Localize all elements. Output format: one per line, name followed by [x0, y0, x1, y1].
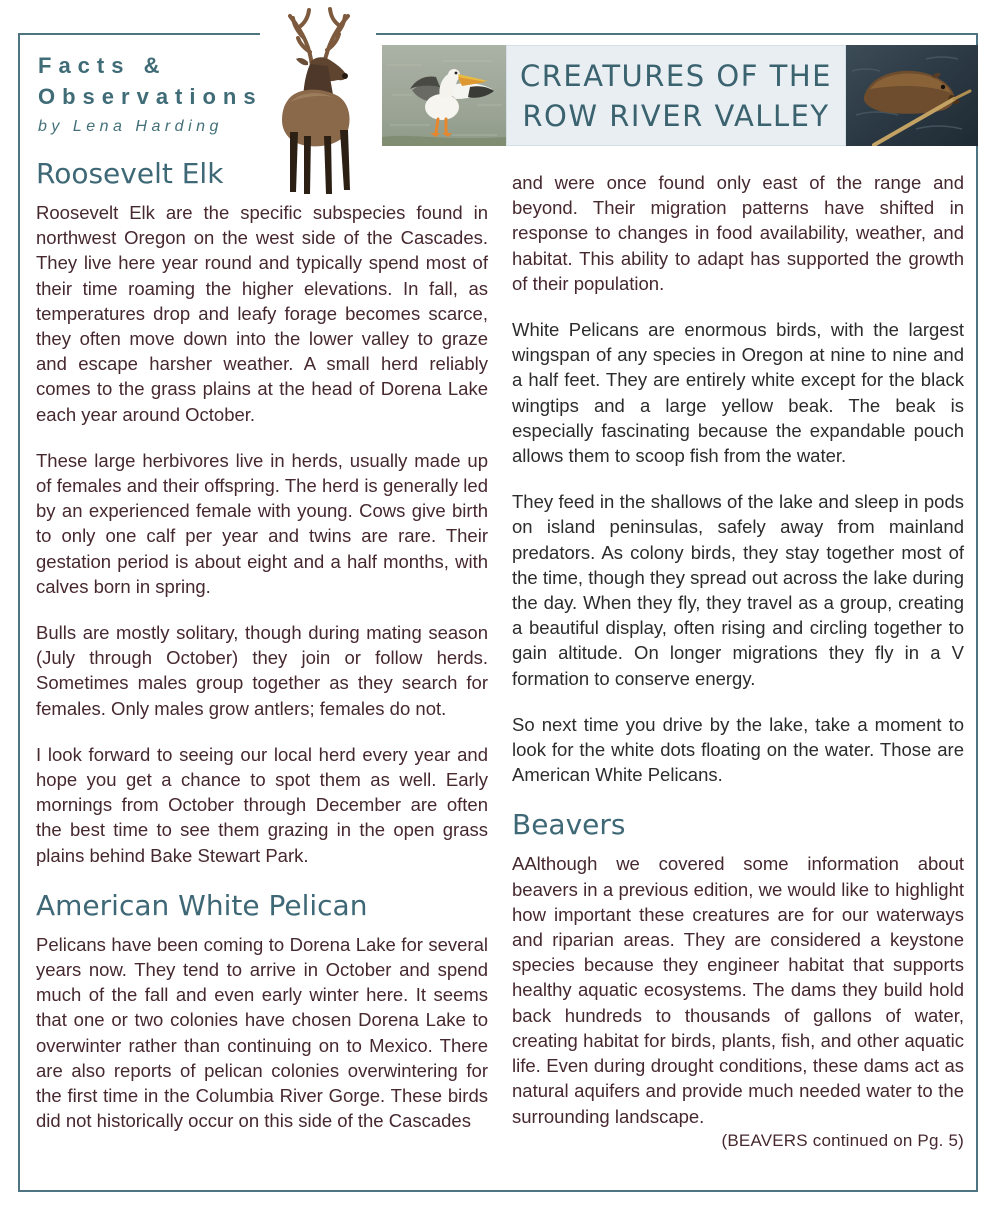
paragraph-elk-1: Roosevelt Elk are the specific subspecies found in northwest Oregon on the west side of the Cascades. They live here year round and typically spend most of their time roaming the higher elevations. In fall, as temperatures drop and leafy forage becomes scarce, they often move down into the lower valley to graze and escape harsher weather. A small herd reliably comes to the grass plains at the head of Dorena Lake each year around October.: [36, 202, 488, 425]
paragraph-pelican-2: White Pelicans are enormous birds, with the largest wingspan of any species in Oregon at nine to nine and a half feet. They are entirely white except for the black wingtips and a large yellow beak. The beak is especially fascinating because the expandable pouch allows them to scoop fish from the water.: [512, 319, 964, 467]
banner-title-line2: ROW RIVER VALLEY: [522, 98, 830, 133]
paragraph-beavers-1: AAlthough we covered some information about beavers in a previous edition, we would like to highlight how important these creatures are for our waterways and riparian areas. They are considered a keystone species because they engineer habitat that supports healthy aquatic ecosystems. The dams they build hold back hundreds to thousands of gallons of water, creating habitat for birds, plants, fish, and other aquatic life. Even during drought conditions, these dams act as natural aquifers and provide much needed water to the surrounding landscape.: [512, 853, 964, 1127]
paragraph-pelican-intro: Pelicans have been coming to Dorena Lake for several years now. They tend to arrive in October and spend much of the fall and even early winter here. It seems that one or two colonies have chosen Dorena Lake to overwinter rather than continuing on to Mexico. There are also reports of pelican colonies overwintering for the first time in the Columbia River Gorge. These birds did not historically occur on this side of the Cascades: [36, 933, 488, 1132]
paragraph-pelican-continued: and were once found only east of the range and beyond. Their migration patterns have shifted in response to changes in food availability, weather, and habitat. This ability to adapt has supported the growth of their population.: [512, 172, 964, 294]
article-column-right: [512, 170, 964, 1151]
paragraph-elk-4: I look forward to seeing our local herd every year and hope you get a chance to spot them as well. Early mornings from October through December are often the best time to see them grazing in the open grass plains behind Bake Stewart Park.: [36, 743, 488, 866]
masthead: [38, 50, 263, 136]
beaver-photo: [846, 45, 978, 146]
masthead-title-line1: Facts &: [38, 53, 167, 78]
section-heading-american-white-pelican: American White Pelican: [36, 888, 368, 922]
paragraph-elk-2: These large herbivores live in herds, usually made up of females and their offspring. The herd is generally led by an experienced female with young. Cows give birth to only one calf per year and twins are rare. Their gestation period is about eight and a half months, with calves born in spring.: [36, 449, 488, 597]
banner-title-line1: CREATURES OF THE: [520, 58, 832, 93]
masthead-title-line2: Observations: [38, 84, 263, 109]
section-heading-beavers: Beavers: [512, 808, 626, 842]
newsletter-banner: [506, 45, 846, 146]
section-heading-roosevelt-elk: Roosevelt Elk: [36, 157, 224, 190]
paragraph-pelican-4: So next time you drive by the lake, take a moment to look for the white dots floating on the water. Those are American White Pelicans.: [512, 713, 964, 786]
paragraph-elk-3: Bulls are mostly solitary, though during mating season (July through October) they join or follow herds. Sometimes males group together as they search for females. Only males grow antlers; females do not.: [36, 622, 488, 719]
continued-on-page-note: (BEAVERS continued on Pg. 5): [721, 1130, 964, 1150]
article-column-left: [36, 157, 488, 1134]
paragraph-pelican-3: They feed in the shallows of the lake and sleep in pods on island peninsulas, safely away from mainland predators. As colony birds, they stay together most of the time, though they spread out across the lake during the day. When they fly, they travel as a group, creating a beautiful display, often rising and circling together to gain altitude. On longer migrations they fly in a V formation to conserve energy.: [512, 491, 964, 689]
elk-photo: [260, 4, 376, 196]
masthead-byline: by Lena Harding: [38, 118, 223, 135]
white-pelican-photo: [382, 45, 506, 146]
